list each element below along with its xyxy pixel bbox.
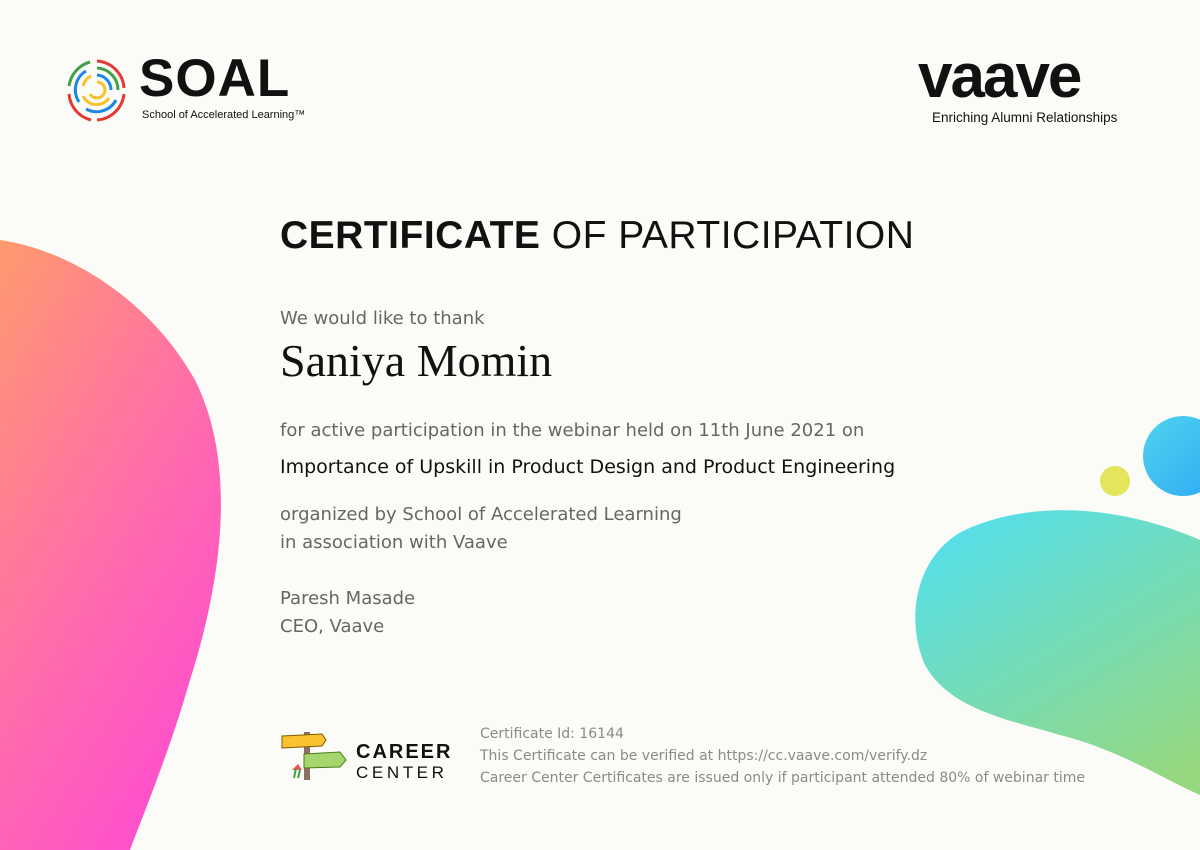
career-center-line2: CENTER [356, 763, 448, 782]
right-teal-blob [915, 510, 1200, 795]
organized-by: organized by School of Accelerated Learning [280, 504, 682, 525]
blue-circle [1143, 416, 1200, 496]
certificate-id: Certificate Id: 16144 [480, 726, 624, 742]
soal-logo [66, 49, 326, 126]
soal-tagline: School of Accelerated Learning™ [142, 109, 306, 121]
title-bold: CERTIFICATE [280, 214, 541, 257]
signpost-icon [278, 730, 348, 785]
soal-wordmark: SOAL [139, 49, 291, 108]
yellow-circle [1100, 466, 1130, 496]
left-pink-blob [0, 240, 221, 850]
soal-rings-icon [66, 56, 128, 126]
vaave-tagline: Enriching Alumni Relationships [932, 110, 1118, 125]
thanks-line: We would like to thank [280, 308, 485, 329]
association-line: in association with Vaave [280, 532, 508, 553]
vaave-logo [918, 42, 1148, 132]
recipient-name: Saniya Momin [280, 335, 553, 386]
webinar-topic: Importance of Upskill in Product Design and Product Engineering [280, 456, 896, 478]
verify-text: This Certificate can be verified at https://cc.vaave.com/verify.dz [480, 748, 928, 764]
vaave-wordmark: vaave [918, 42, 1081, 111]
career-center-logo [278, 730, 458, 785]
certificate-title [280, 214, 914, 258]
condition-text: Career Center Certificates are issued only if participant attended 80% of webinar time [480, 770, 1085, 786]
participation-line: for active participation in the webinar held on 11th June 2021 on [280, 420, 865, 441]
career-center-line1: CAREER [356, 741, 453, 763]
signatory-name: Paresh Masade [280, 588, 416, 609]
title-light: OF PARTICIPATION [551, 214, 915, 257]
signatory-title: CEO, Vaave [280, 616, 385, 637]
